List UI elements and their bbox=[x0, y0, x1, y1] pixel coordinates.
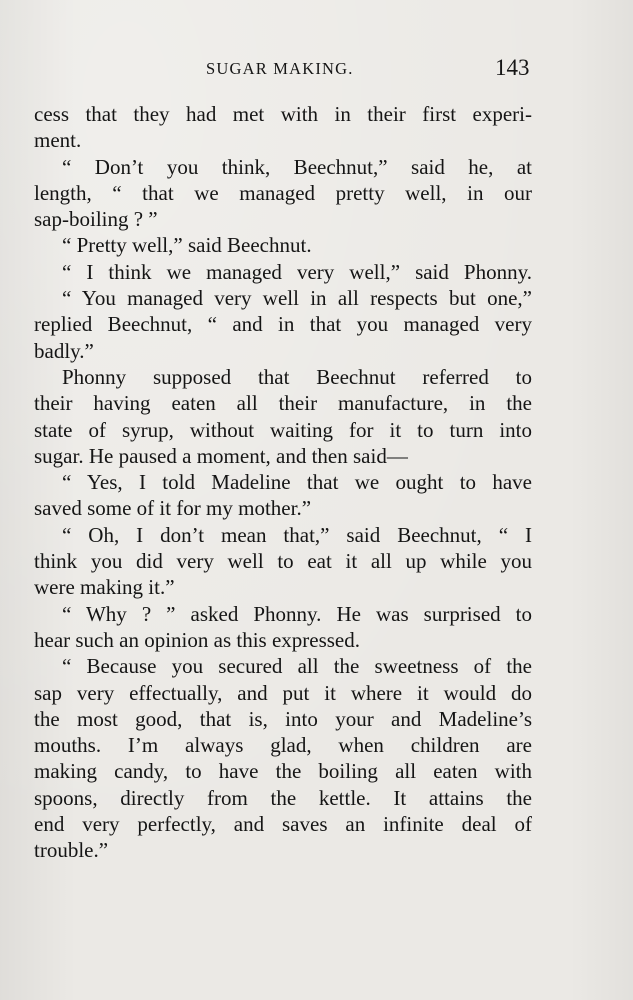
running-title: SUGAR MAKING. bbox=[206, 59, 354, 78]
text-line: making candy, to have the boiling all eaten with bbox=[34, 759, 532, 784]
running-header bbox=[0, 57, 633, 83]
text-line: badly.” bbox=[34, 338, 94, 363]
text-line: “ Yes, I told Madeline that we ought to have bbox=[62, 470, 532, 495]
text-line: sap very effectually, and put it where it would do bbox=[34, 680, 532, 705]
text-line: their having eaten all their manufacture, in the bbox=[34, 391, 532, 416]
text-line: replied Beechnut, “ and in that you managed very bbox=[34, 312, 532, 337]
text-line: were making it.” bbox=[34, 575, 175, 600]
text-line: “ Why ? ” asked Phonny. He was surprised to bbox=[62, 601, 532, 626]
text-line: state of syrup, without waiting for it to turn into bbox=[34, 417, 532, 442]
text-line: end very perfectly, and saves an infinite deal of bbox=[34, 812, 532, 837]
text-line: ment. bbox=[34, 128, 82, 153]
body-text bbox=[34, 101, 532, 864]
text-line: sap-boiling ? ” bbox=[34, 207, 158, 232]
text-line: sugar. He paused a moment, and then said— bbox=[34, 443, 408, 468]
text-line: “ Don’t you think, Beechnut,” said he, at bbox=[62, 154, 532, 179]
text-line: “ Because you secured all the sweetness of the bbox=[62, 654, 532, 679]
page-number: 143 bbox=[495, 55, 530, 80]
text-line: “ You managed very well in all respects but one,” bbox=[62, 286, 532, 311]
text-line: the most good, that is, into your and Madeline’s bbox=[34, 706, 532, 731]
text-line: think you did very well to eat it all up while you bbox=[34, 549, 532, 574]
text-line: hear such an opinion as this expressed. bbox=[34, 627, 361, 652]
text-line: “ I think we managed very well,” said Phonny. bbox=[62, 259, 532, 284]
text-line: mouths. I’m always glad, when children are bbox=[34, 733, 532, 758]
text-line: spoons, directly from the kettle. It attains the bbox=[34, 785, 532, 810]
text-line: cess that they had met with in their first experi- bbox=[34, 102, 532, 126]
text-line: “ Oh, I don’t mean that,” said Beechnut, “ I bbox=[62, 522, 532, 547]
text-line: trouble.” bbox=[34, 838, 109, 863]
text-line: “ Pretty well,” said Beechnut. bbox=[62, 233, 312, 258]
text-line: length, “ that we managed pretty well, in our bbox=[34, 180, 532, 205]
text-line: saved some of it for my mother.” bbox=[34, 496, 312, 521]
text-line: Phonny supposed that Beechnut referred to bbox=[62, 364, 532, 389]
